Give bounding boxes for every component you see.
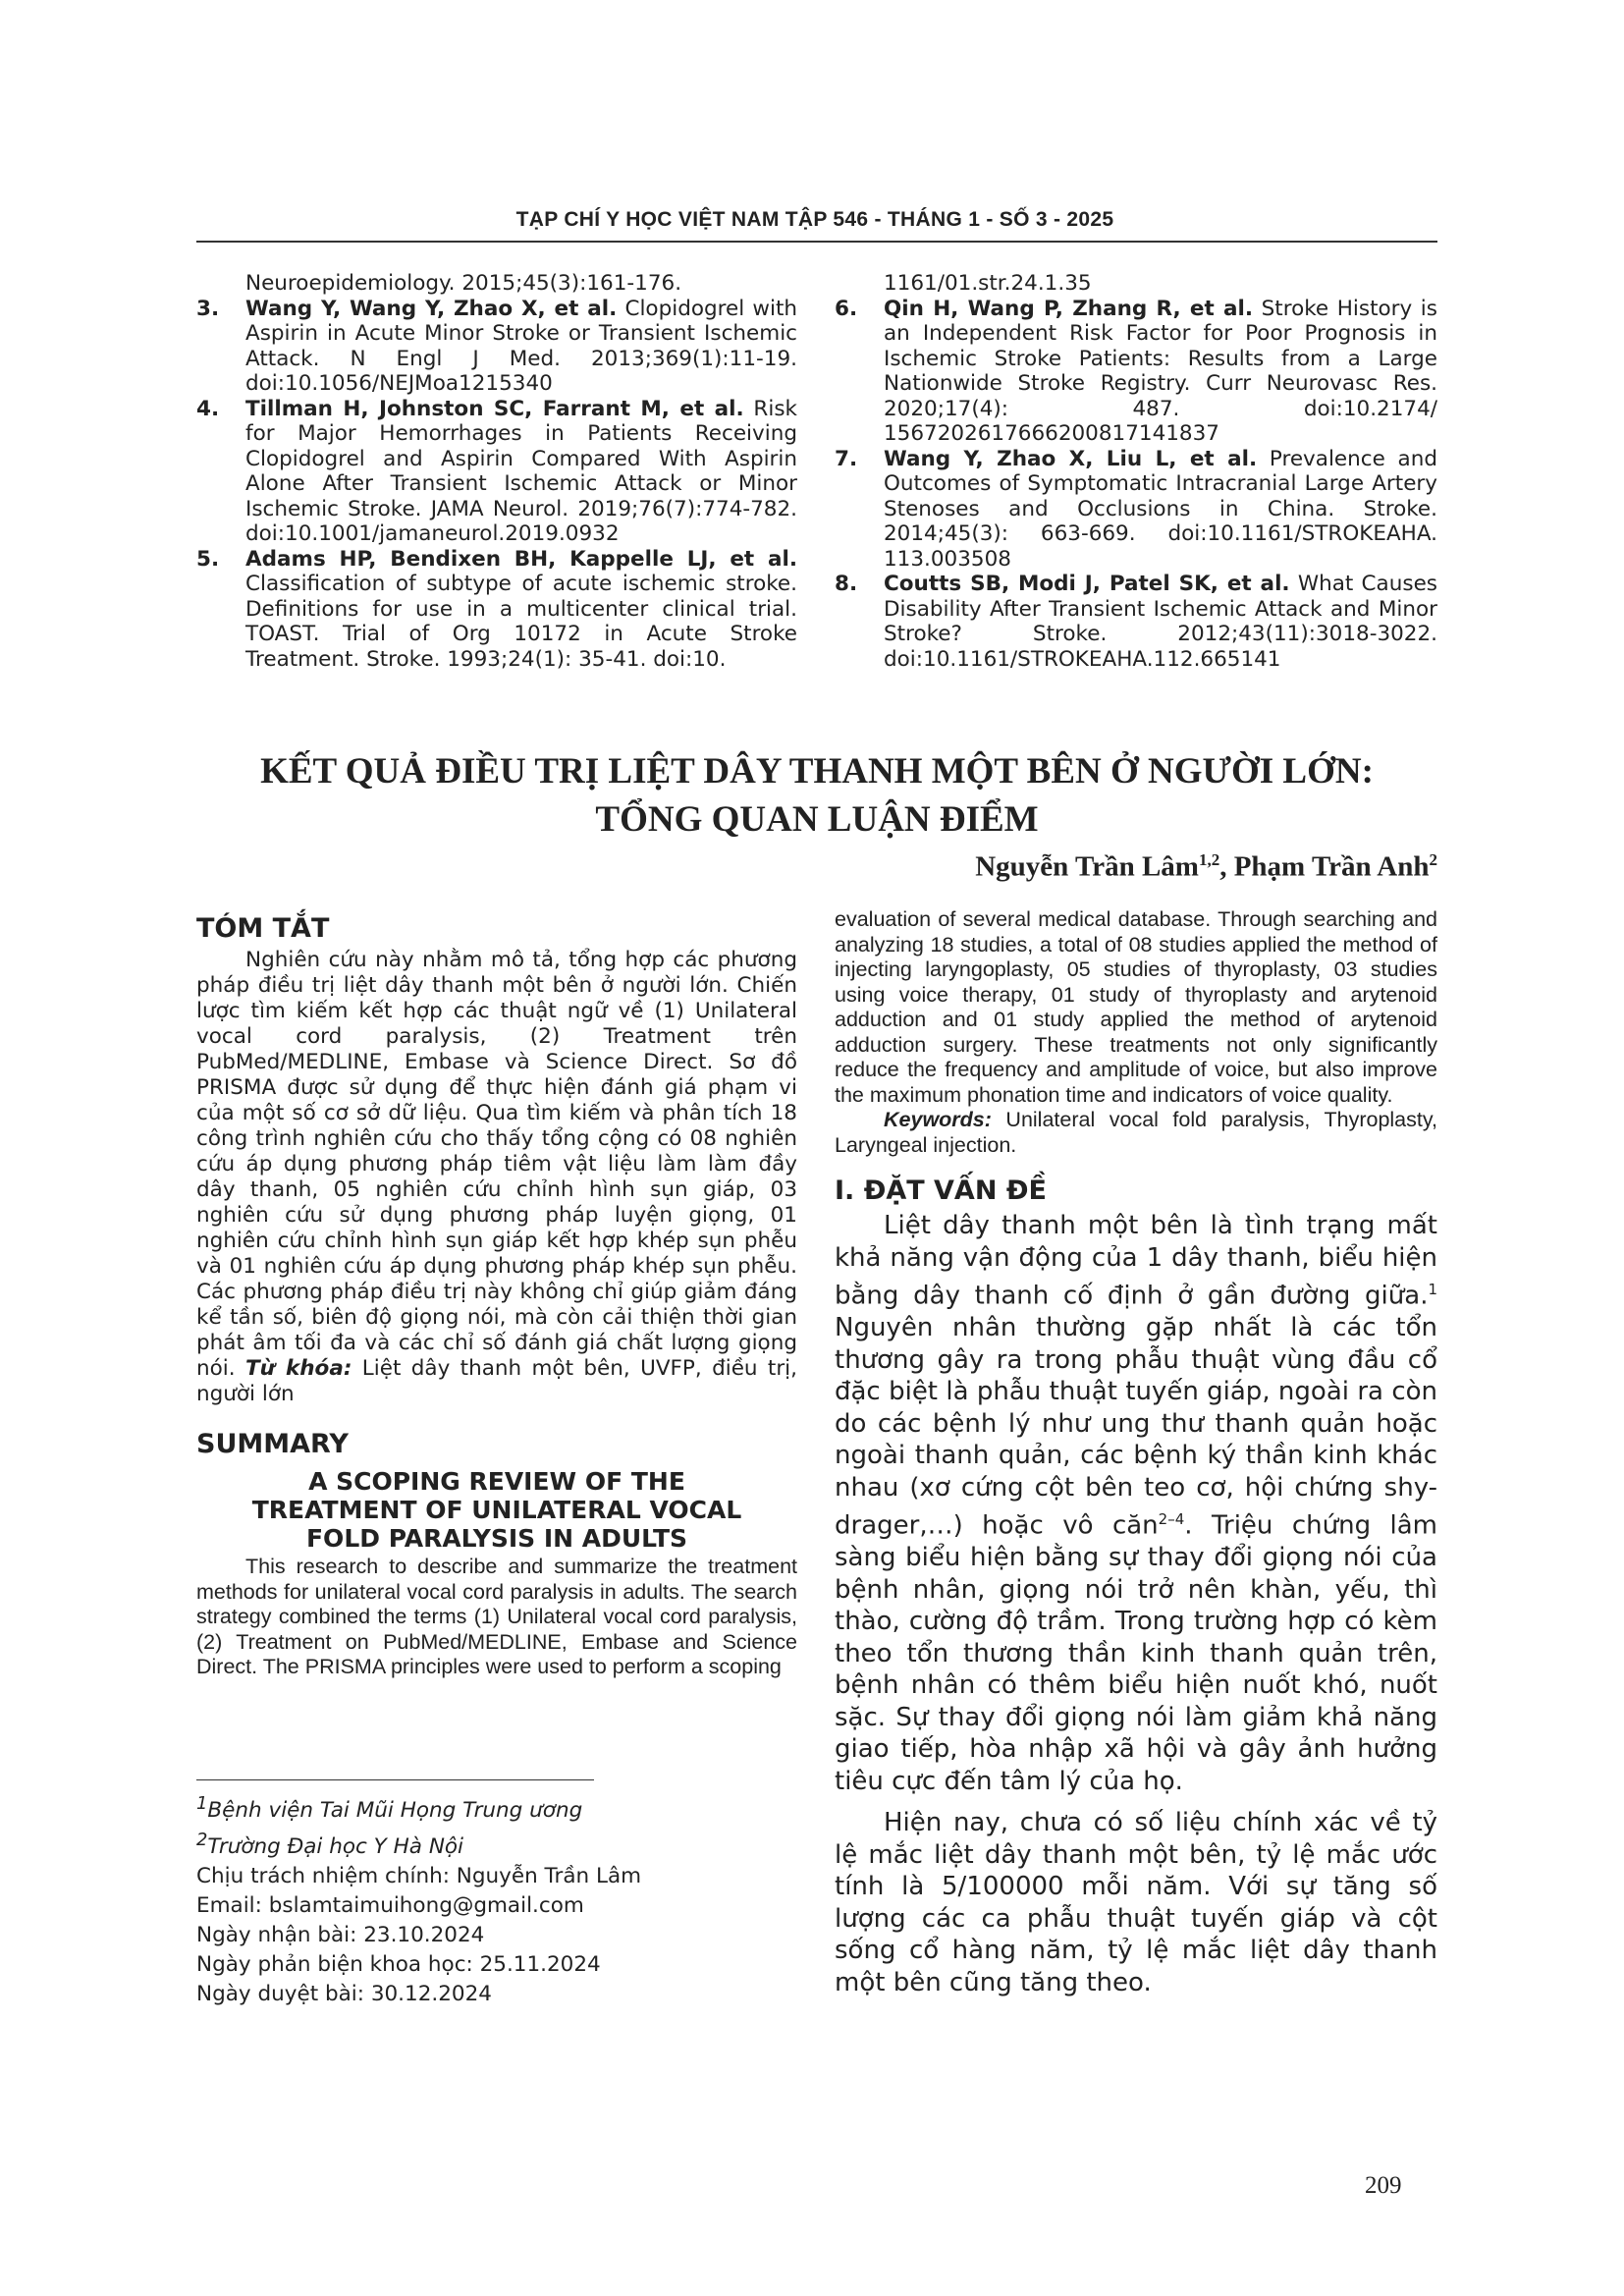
tukhoa-label: Từ khóa:: [244, 1356, 352, 1381]
intro-paragraph-1: Liệt dây thanh một bên là tình trạng mất khả năng vận động của 1 dây thanh, biểu hiện bằng dây thanh cố định ở gần đường giữa.$^1$ Nguyên nhân thường gặp nhất là các tổn thương gây ra trong phẫu thuật vùng đầu cổ đặc biệt là phẫu thuật tuyến giáp, ngoài ra còn do các bệnh lý như ung thư thanh quản hoặc ngoài thanh quản, các bệnh ký thần kinh khác nhau (xơ cứng cột bên teo cơ, hội chứng shy-drager,…) hoặc vô căn$^{2-4}$. Triệu chứng lâm sàng biểu hiện bằng sự thay đổi giọng nói của bệnh nhân, giọng nói trở nên khàn, yếu, thì thào, cường độ trầm. Trong trường hợp có kèm theo tổn thương thần kinh thanh quản trên, bệnh nhân có thêm biểu hiện nuốt khó, nuốt sặc. Sự thay đổi giọng nói làm giảm khả năng giao tiếp, hòa nhập xã hội và gây ảnh hưởng tiêu cực đến tâm lý của họ.: [835, 1211, 1437, 1796]
article-title-line2: TỔNG QUAN LUẬN ĐIỂM: [595, 799, 1039, 840]
footnote-received: Ngày nhận bài: 23.10.2024: [196, 1923, 485, 1948]
summary-heading: SUMMARY: [196, 1429, 349, 1459]
intro-paragraph-2: Hiện nay, chưa có số liệu chính xác về tỷ lệ mắc liệt dây thanh một bên, tỷ lệ mắc ước tính là 5/100000 mỗi năm. Với sự tăng số lượng các ca phẫu thuật tuyến giáp và cột sống cổ hàng năm, tỷ lệ mắc liệt dây thanh một bên cũng tăng theo.: [835, 1808, 1437, 1997]
reference-authors: Adams HP, Bendixen BH, Kappelle LJ, et al.: [245, 546, 797, 572]
author-affiliation-mark: 1,2: [1198, 850, 1220, 869]
footnote-rule: [196, 1779, 594, 1780]
reference-number: 3.: [196, 296, 220, 321]
reference-text: What Causes Disability After Transient Ischemic Attack and Minor Stroke? Stroke. 2012;43(11):3018-3022. doi:10.1161/STROKEAHA.112.665141: [884, 572, 1437, 672]
author-separator: ,: [1219, 850, 1234, 883]
article-title-line1: KẾT QUẢ ĐIỀU TRỊ LIỆT DÂY THANH MỘT BÊN Ở NGƯỜI LỚN:: [260, 751, 1374, 792]
intro-heading: I. ĐẶT VẤN ĐỀ: [835, 1175, 1047, 1206]
reference-number: 4.: [196, 396, 220, 421]
summary-title: A SCOPING REVIEW OF THE TREATMENT OF UNILATERAL VOCAL FOLD PARALYSIS IN ADULTS: [251, 1467, 742, 1553]
references-right: [835, 271, 1437, 672]
author-name: Phạm Trần Anh: [1233, 850, 1430, 883]
page-number: 209: [1365, 2172, 1402, 2199]
author-line: [975, 850, 1437, 884]
reference-number: 7.: [835, 446, 858, 471]
reference-continuation: 1161/01.str.24.1.35: [884, 271, 1092, 296]
reference-authors: Wang Y, Wang Y, Zhao X, et al.: [245, 296, 618, 321]
footnote-corresponding: Chịu trách nhiệm chính: Nguyễn Trần Lâm: [196, 1864, 642, 1889]
reference-authors: Qin H, Wang P, Zhang R, et al.: [884, 296, 1254, 321]
tomtat-heading: TÓM TẮT: [196, 913, 330, 944]
reference-text: Prevalence and Outcomes of Symptomatic Intracranial Large Artery Stenoses and Occlusions in China. Stroke. 2014;45(3): 663-669. doi:10.1161/STROKEAHA. 113.003508: [884, 446, 1438, 572]
footnotes: [196, 1789, 641, 2009]
summary-text-right: evaluation of several medical database. Through searching and analyzing 18 studies, a total of 08 studies applied the method of injecting laryngoplasty, 05 studies of thyroplasty, 03 studies using voice therapy, 01 study of thyroplasty and arytenoid adduction and 01 study applied the method of arytenoid adduction surgery. These treatments not only significantly reduce the frequency and amplitude of voice, but also improve the maximum phonation time and indicators of voice quality.: [835, 907, 1437, 1107]
keywords-label: Keywords:: [884, 1108, 992, 1131]
reference-authors: Wang Y, Zhao X, Liu L, et al.: [884, 446, 1258, 471]
reference-continuation: Neuroepidemiology. 2015;45(3):161-176.: [245, 271, 682, 296]
reference-text: Classification of subtype of acute ischemic stroke. Definitions for use in a multicenter clinical trial. TOAST. Trial of Org 10172 in Acute Stroke Treatment. Stroke. 1993;24(1): 35-41. doi:10.: [245, 572, 797, 672]
references-left: [196, 271, 797, 672]
footnote-reviewed: Ngày phản biện khoa học: 25.11.2024: [196, 1952, 601, 1978]
author-name: Nguyễn Trần Lâm: [975, 850, 1199, 883]
footnote-email: Email: bslamtaimuihong@gmail.com: [196, 1893, 584, 1919]
reference-item-5: [196, 547, 797, 673]
tomtat-text: Nghiên cứu này nhằm mô tả, tổng hợp các phương pháp điều trị liệt dây thanh một bên ở người lớn. Chiến lược tìm kiếm kết hợp các thuật ngữ về (1) Unilateral vocal cord paralysis, (2) Treatment trên PubMed/MEDLINE, Embase và Science Direct. Sơ đồ PRISMA được sử dụng để thực hiện đánh giá phạm vi của một số cơ sở dữ liệu. Qua tìm kiếm và phân tích 18 công trình nghiên cứu cho thấy tổng cộng có 08 nghiên cứu áp dụng phương pháp tiêm vật liệu làm làm đầy dây thanh, 05 nghiên cứu chỉnh hình sụn giáp, 03 nghiên cứu sử dụng phương pháp luyện giọng, 01 nghiên cứu chỉnh hình sụn giáp kết hợp khép sụn phễu và 01 nghiên cứu áp dụng phương pháp khép sụn phễu. Các phương pháp điều trị này không chỉ giúp giảm đáng kể tần số, biên độ giọng nói, mà còn cải thiện thời gian phát âm tối đa và các chỉ số đánh giá chất lượng giọng nói.: [196, 948, 797, 1381]
reference-text: Stroke History is an Independent Risk Factor for Poor Prognosis in Ischemic Stroke Patients: Results from a Large Nationwide Stroke Registry. Curr Neurovasc Res. 2020;17(4): 487. doi:10.2174/ 1567202617666200817141837: [884, 296, 1437, 446]
reference-item-7: [835, 447, 1437, 573]
reference-number: 8.: [835, 572, 858, 596]
tomtat-paragraph: [196, 948, 797, 1407]
reference-text: Clopidogrel with Aspirin in Acute Minor Stroke or Transient Ischemic Attack. N Engl J Med. 2013;369(1):11-19. doi:10.1056/NEJMoa1215340: [245, 296, 798, 396]
keywords-line: [835, 1108, 1437, 1158]
journal-header: TẠP CHÍ Y HỌC VIỆT NAM TẬP 546 - THÁNG 1 - SỐ 3 - 2025: [515, 208, 1114, 231]
reference-number: 5.: [196, 546, 220, 572]
header-rule: [196, 241, 1437, 243]
footnote-affiliation-2: $^2$Trường Đại học Y Hà Nội: [196, 1830, 464, 1860]
reference-text: Risk for Major Hemorrhages in Patients Receiving Clopidogrel and Aspirin Compared With Aspirin Alone After Transient Ischemic Attack or Minor Ischemic Stroke. JAMA Neurol. 2019;76(7):774-782. doi:10.1001/jamaneurol.2019.0932: [245, 396, 797, 546]
keywords-text: Unilateral vocal fold paralysis, Thyroplasty, Laryngeal injection.: [835, 1108, 1437, 1157]
summary-text-left: This research to describe and summarize the treatment methods for unilateral vocal cord paralysis in adults. The search strategy combined the terms (1) Unilateral vocal cord paralysis, (2) Treatment on PubMed/MEDLINE, Embase and Science Direct. The PRISMA principles were used to perform a scoping: [196, 1555, 797, 1678]
reference-item-8: [835, 572, 1437, 672]
tukhoa-text: Liệt dây thanh một bên, UVFP, điều trị, người lớn: [196, 1356, 797, 1406]
footnote-accepted: Ngày duyệt bài: 30.12.2024: [196, 1982, 492, 2007]
footnote-affiliation-1: $^1$Bệnh viện Tai Mũi Họng Trung ương: [196, 1793, 583, 1824]
right-column: [835, 907, 1437, 1998]
reference-item-3: [196, 297, 797, 397]
author-affiliation-mark: 2: [1429, 850, 1437, 869]
abstract-left-column: [196, 913, 797, 1680]
reference-item-4: [196, 397, 797, 547]
reference-number: 6.: [835, 296, 858, 321]
reference-item-6: [835, 297, 1437, 447]
reference-authors: Tillman H, Johnston SC, Farrant M, et al.: [245, 396, 744, 421]
reference-authors: Coutts SB, Modi J, Patel SK, et al.: [884, 572, 1290, 596]
